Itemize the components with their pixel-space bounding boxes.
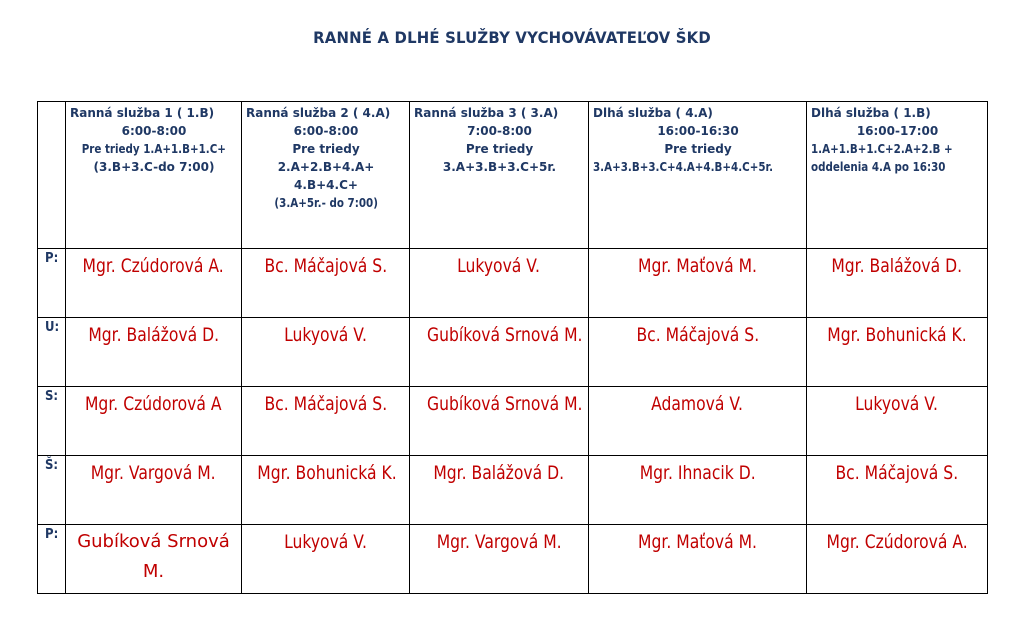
staff-name: Mgr. Czúdorová A. <box>826 531 968 553</box>
service-name: Ranná služba 2 ( 4.A) <box>246 106 391 120</box>
staff-name: Mgr. Czúdorová A. <box>82 255 225 277</box>
page-title: RANNÉ A DLHÉ SLUŽBY VYCHOVÁVATEĽOV ŠKD <box>313 28 711 47</box>
staff-name: Mgr. Vargová M. <box>91 462 216 484</box>
staff-name: Bc. Máčajová S. <box>264 255 387 277</box>
day-label: P: <box>38 249 66 318</box>
service-classes: Pre triedy <box>465 142 534 156</box>
staff-name: Lukyová V. <box>284 324 367 346</box>
service-classes: Pre triedy <box>664 142 732 156</box>
staff-name: Gubíková Srnová M. <box>427 393 583 415</box>
staff-name: Lukyová V. <box>457 255 541 277</box>
service-classes: Pre triedy <box>292 142 360 156</box>
staff-cell <box>589 318 807 387</box>
staff-name: Gubíková Srnová M. <box>427 324 583 346</box>
staff-cell <box>807 318 988 387</box>
service-time: 16:00-17:00 <box>856 124 939 138</box>
staff-cell <box>242 249 410 318</box>
staff-cell <box>410 456 589 525</box>
service-classes: oddelenia 4.A po 16:30 <box>811 160 946 174</box>
service-classes: 2.A+2.B+4.A+ <box>277 160 375 174</box>
column-header <box>410 102 589 249</box>
day-row <box>38 387 988 456</box>
service-name: Ranná služba 3 ( 3.A) <box>414 106 559 120</box>
day-label: P: <box>38 525 66 594</box>
staff-cell <box>242 318 410 387</box>
staff-cell <box>589 249 807 318</box>
staff-cell <box>410 525 589 594</box>
staff-cell <box>807 456 988 525</box>
staff-name: Bc. Máčajová S. <box>636 324 759 346</box>
service-name: Dlhá služba ( 4.A) <box>593 106 713 120</box>
corner-cell <box>38 102 66 249</box>
service-time: 6:00-8:00 <box>121 124 187 138</box>
staff-cell <box>807 249 988 318</box>
service-classes: (3.B+3.C-do 7:00) <box>93 160 215 174</box>
staff-cell <box>410 387 589 456</box>
staff-name: Mgr. Maťová M. <box>638 531 757 553</box>
service-classes: 3.A+3.B+3.C+5r. <box>442 160 557 174</box>
staff-cell <box>242 387 410 456</box>
staff-name: Mgr. Balážová D. <box>88 324 219 346</box>
header-row <box>38 102 988 249</box>
staff-name: Bc. Máčajová S. <box>835 462 959 484</box>
staff-name: Mgr. Bohunická K. <box>257 462 397 484</box>
day-row <box>38 525 988 594</box>
staff-cell <box>589 456 807 525</box>
service-name: Dlhá služba ( 1.B) <box>811 106 931 120</box>
service-name: Ranná služba 1 ( 1.B) <box>70 106 215 120</box>
staff-cell <box>66 525 242 594</box>
column-header <box>589 102 807 249</box>
schedule-table <box>37 101 988 594</box>
staff-cell <box>410 318 589 387</box>
service-classes: (3.A+5r.- do 7:00) <box>274 196 378 210</box>
staff-name: Gubíková Srnová M. <box>77 531 230 582</box>
staff-name: Mgr. Ihnacik D. <box>639 462 756 484</box>
service-classes: 3.A+3.B+3.C+4.A+4.B+4.C+5r. <box>593 160 774 174</box>
staff-name: Lukyová V. <box>284 531 367 553</box>
staff-name: Mgr. Balážová D. <box>433 462 565 484</box>
service-time: 6:00-8:00 <box>293 124 359 138</box>
staff-name: Bc. Máčajová S. <box>264 393 387 415</box>
service-time: 16:00-16:30 <box>657 124 739 138</box>
staff-cell <box>66 456 242 525</box>
staff-name: Mgr. Czúdorová A <box>85 393 222 415</box>
staff-name: Mgr. Balážová D. <box>831 255 963 277</box>
staff-cell <box>242 456 410 525</box>
staff-cell <box>807 525 988 594</box>
staff-cell <box>589 525 807 594</box>
day-label: U: <box>38 318 66 387</box>
column-header <box>242 102 410 249</box>
service-classes: 1.A+1.B+1.C+2.A+2.B + <box>811 142 953 156</box>
staff-name: Mgr. Vargová M. <box>436 531 562 553</box>
staff-cell <box>807 387 988 456</box>
column-header <box>66 102 242 249</box>
staff-cell <box>589 387 807 456</box>
staff-name: Lukyová V. <box>855 393 939 415</box>
day-row <box>38 318 988 387</box>
staff-cell <box>242 525 410 594</box>
staff-name: Mgr. Bohunická K. <box>827 324 967 346</box>
service-time: 7:00-8:00 <box>467 124 532 138</box>
service-classes: Pre triedy 1.A+1.B+1.C+ <box>81 142 227 156</box>
day-row <box>38 249 988 318</box>
staff-name: Mgr. Maťová M. <box>638 255 757 277</box>
day-row <box>38 456 988 525</box>
column-header <box>807 102 988 249</box>
staff-cell <box>66 318 242 387</box>
staff-cell <box>66 249 242 318</box>
day-label: Š: <box>38 456 66 525</box>
service-classes: 4.B+4.C+ <box>294 178 358 192</box>
staff-name: Adamová V. <box>651 393 744 415</box>
staff-cell <box>66 387 242 456</box>
day-label: S: <box>38 387 66 456</box>
staff-cell <box>410 249 589 318</box>
